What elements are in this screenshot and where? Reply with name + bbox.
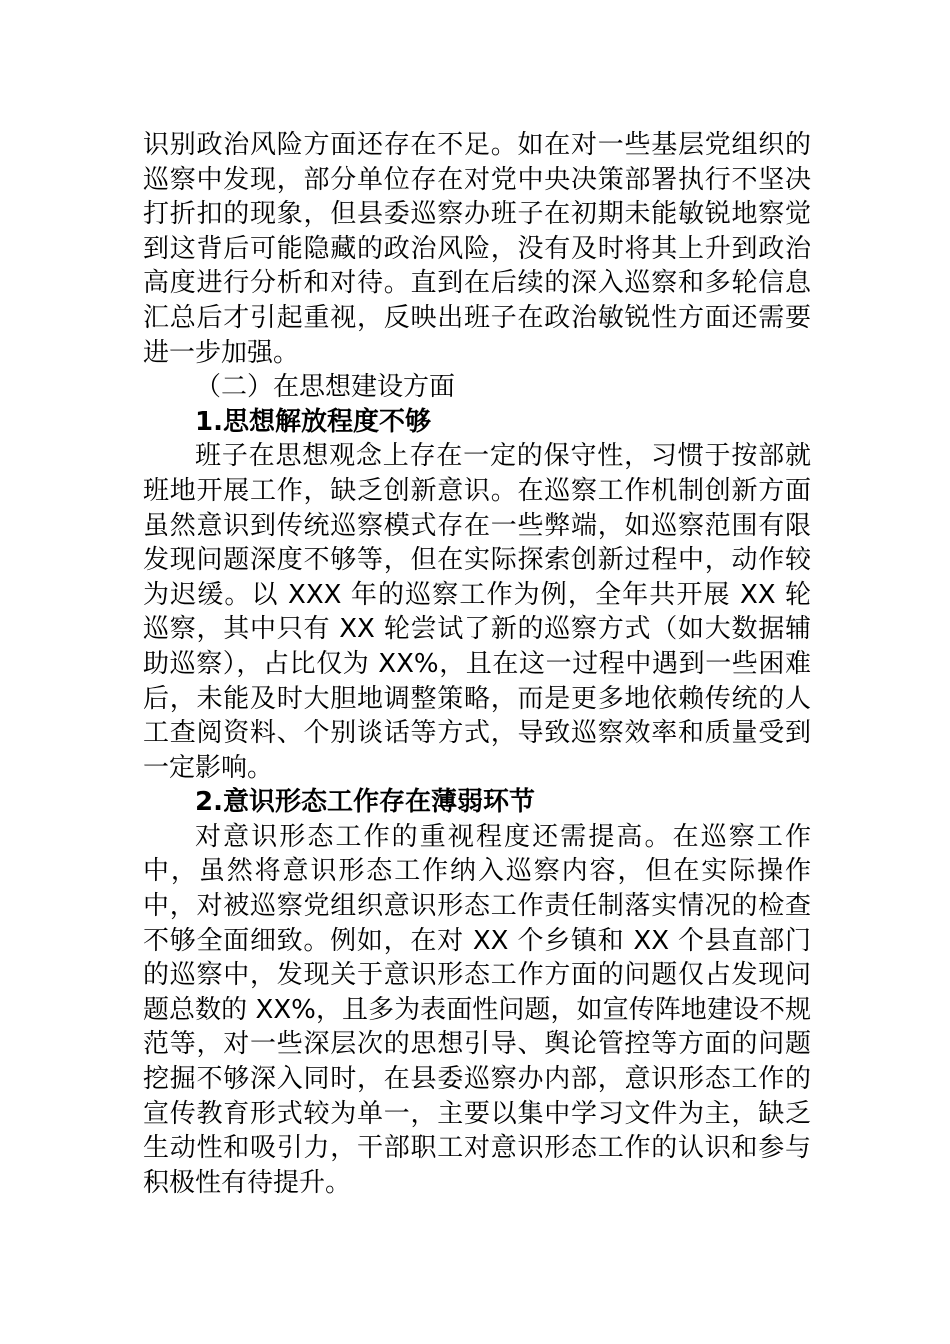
item2-body: 对意识形态工作的重视程度还需提高。在巡察工作中，虽然将意识形态工作纳入巡察内容，但在实际操作中，对被巡察党组织意识形态工作责任制落实情况的检查不够全面细致。例如，在对 XX 个乡镇和 XX 个县直部门的巡察中，发现关于意识形态工作方面的问题仅占发现问题总数的 XX%，且多为表面性问题，如宣传阵地建设不规范等，对一些深层次的思想引导、舆论管控等方面的问题挖掘不够深入同时，在县委巡察办内部，意识形态工作的宣传教育形式较为单一，主要以集中学习文件为主，缺乏生动性和吸引力，干部职工对意识形态工作的认识和参与积极性有待提升。 (143, 821, 811, 1198)
item1-body: 班子在思想观念上存在一定的保守性，习惯于按部就班地开展工作，缺乏创新意识。在巡察工作机制创新方面虽然意识到传统巡察模式存在一些弊端，如巡察范围有限发现问题深度不够等，但在实际探索创新过程中，动作较为迟缓。以 XXX 年的巡察工作为例，全年共开展 XX 轮巡察，其中只有 XX 轮尝试了新的巡察方式（如大数据辅助巡察），占比仅为 XX%，且在这一过程中遇到一些困难后，未能及时大胆地调整策略，而是更多地依赖传统的人工查阅资料、个别谈话等方式，导致巡察效率和质量受到一定影响。 (143, 441, 811, 783)
paragraph-continued: 识别政治风险方面还存在不足。如在对一些基层党组织的巡察中发现，部分单位存在对党中央决策部署执行不坚决打折扣的现象，但县委巡察办班子在初期未能敏锐地察觉到这背后可能隐藏的政治风险，没有及时将其上升到政治高度进行分析和对待。直到在后续的深入巡察和多轮信息汇总后才引起重视，反映出班子在政治敏锐性方面还需要进一步加强。 (143, 130, 811, 368)
section-heading: （二）在思想建设方面 (195, 372, 456, 403)
item1-heading: 1.思想解放程度不够 (195, 406, 431, 437)
document-body (143, 128, 811, 1200)
item2-heading: 2.意识形态工作存在薄弱环节 (195, 787, 535, 818)
